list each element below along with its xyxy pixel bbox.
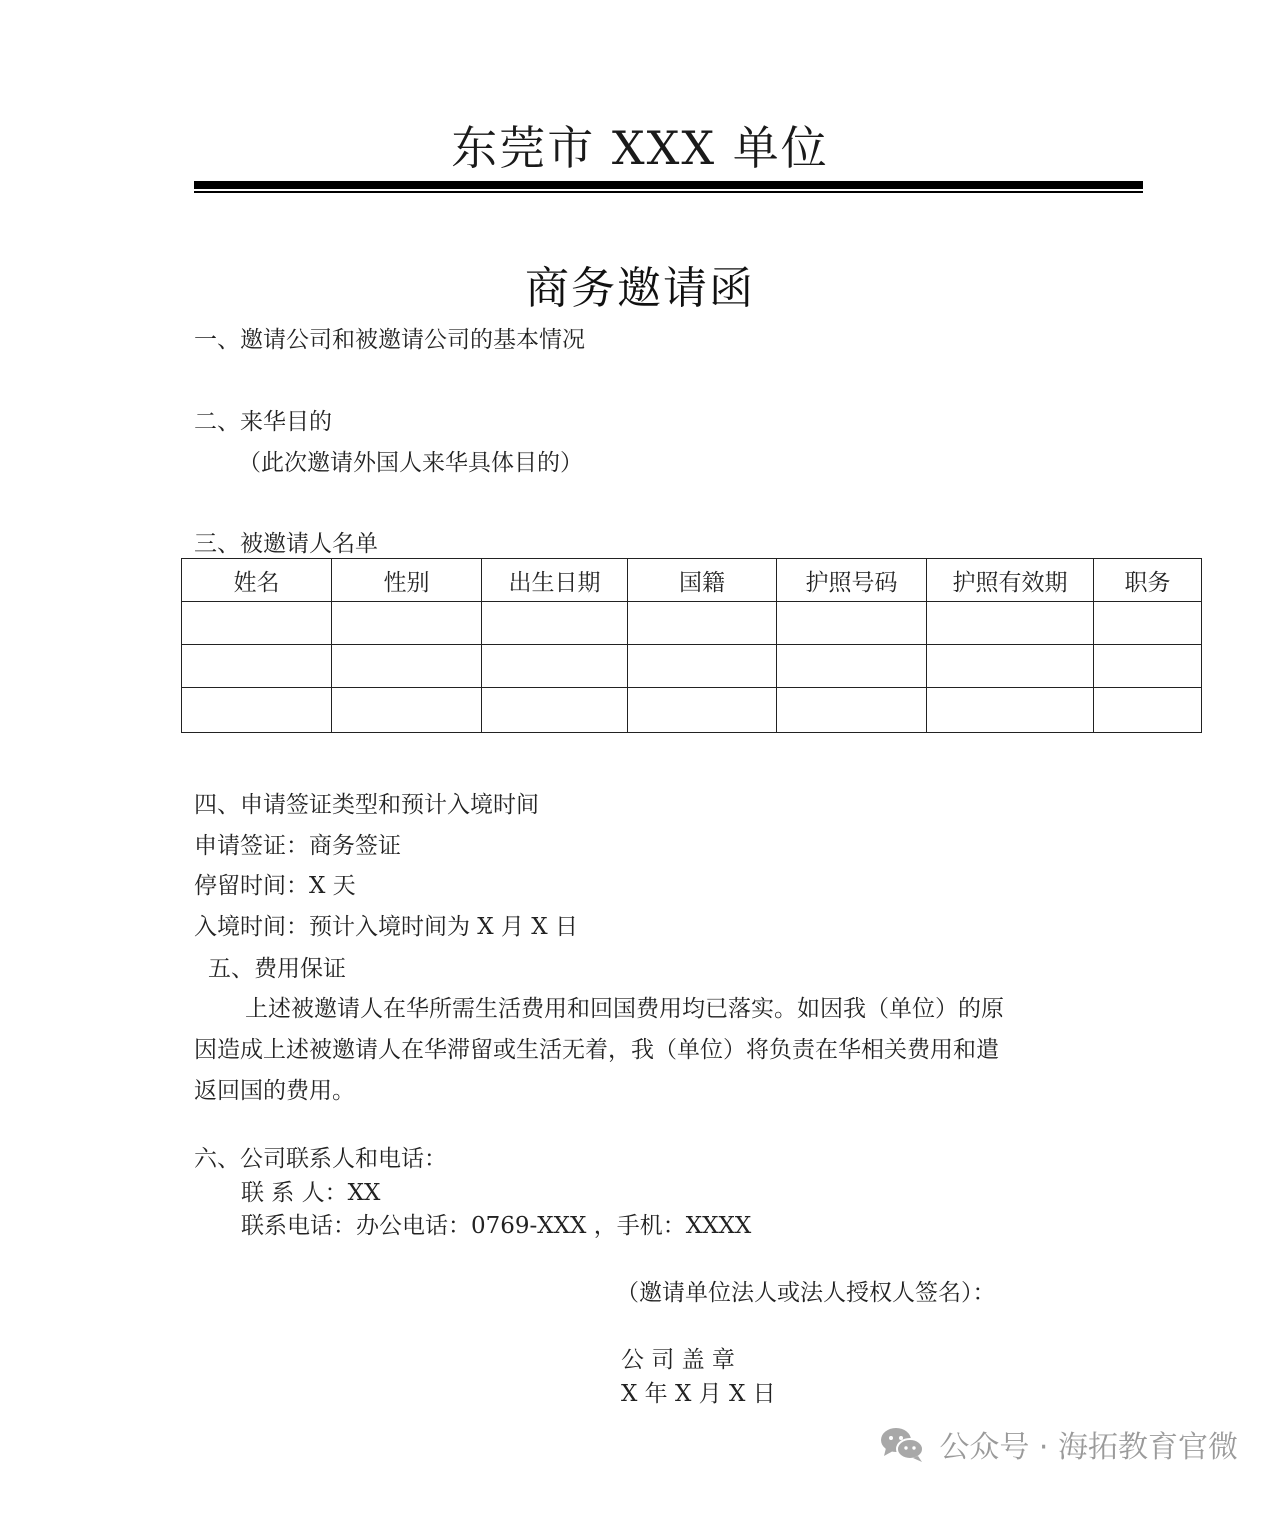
table-cell [927, 602, 1094, 645]
section2-heading: 二、来华目的 [194, 409, 332, 435]
section2-note: （此次邀请外国人来华具体目的） [238, 450, 583, 476]
signature-note: （邀请单位法人或法人授权人签名）： [616, 1280, 996, 1306]
letterhead-thin-rule [194, 191, 1143, 193]
letterhead-thick-rule [194, 181, 1143, 189]
col-passport-number: 护照号码 [777, 559, 927, 602]
visa-type: 申请签证：商务签证 [194, 833, 401, 859]
table-cell [628, 602, 777, 645]
watermark-text: 公众号 · 海拓教育官微 [939, 1430, 1238, 1465]
section6-heading: 六、公司联系人和电话： [194, 1146, 447, 1172]
col-passport-expiry: 护照有效期 [927, 559, 1094, 602]
table-cell [1094, 645, 1202, 688]
table-row [182, 602, 1202, 645]
table-cell [927, 645, 1094, 688]
table-cell [628, 645, 777, 688]
stay-duration: 停留时间：X 天 [194, 873, 356, 899]
table-cell [182, 688, 332, 733]
section5-heading: 五、费用保证 [208, 956, 346, 982]
col-gender: 性别 [332, 559, 482, 602]
contact-phone: 联系电话：办公电话：0769-XXX ，手机：XXXX [241, 1213, 752, 1239]
guarantee-line-3: 返回国的费用。 [194, 1078, 355, 1104]
table-cell [182, 645, 332, 688]
col-nationality: 国籍 [628, 559, 777, 602]
table-cell [332, 602, 482, 645]
section1-heading: 一、邀请公司和被邀请公司的基本情况 [194, 327, 585, 353]
table-cell [927, 688, 1094, 733]
table-row [182, 688, 1202, 733]
col-position: 职务 [1094, 559, 1202, 602]
section4-heading: 四、申请签证类型和预计入境时间 [194, 792, 539, 818]
table-cell [332, 688, 482, 733]
col-name: 姓名 [182, 559, 332, 602]
table-cell [1094, 688, 1202, 733]
watermark [879, 1422, 1238, 1466]
document-title: 商务邀请函 [525, 263, 755, 314]
table-cell [482, 688, 628, 733]
table-row [182, 645, 1202, 688]
table-cell [482, 602, 628, 645]
guarantee-line-2: 因造成上述被邀请人在华滞留或生活无着，我（单位）将负责在华相关费用和遣 [194, 1037, 999, 1063]
col-birthdate: 出生日期 [482, 559, 628, 602]
letterhead-org-name: 东莞市 XXX 单位 [451, 121, 829, 175]
table-cell [182, 602, 332, 645]
table-cell [777, 602, 927, 645]
entry-date: 入境时间：预计入境时间为 X 月 X 日 [194, 914, 578, 940]
table-cell [777, 645, 927, 688]
company-seal: 公 司 盖 章 [621, 1347, 735, 1373]
section3-heading: 三、被邀请人名单 [194, 531, 378, 557]
table-cell [628, 688, 777, 733]
table-cell [777, 688, 927, 733]
contact-person: 联 系 人：XX [241, 1180, 381, 1206]
guarantee-line-1: 上述被邀请人在华所需生活费用和回国费用均已落实。如因我（单位）的原 [245, 996, 1004, 1022]
signature-date: X 年 X 月 X 日 [621, 1381, 776, 1407]
table-cell [332, 645, 482, 688]
table-cell [482, 645, 628, 688]
wechat-icon [879, 1425, 925, 1463]
table-cell [1094, 602, 1202, 645]
table-header-row [182, 559, 1202, 602]
invitee-table [181, 558, 1202, 733]
